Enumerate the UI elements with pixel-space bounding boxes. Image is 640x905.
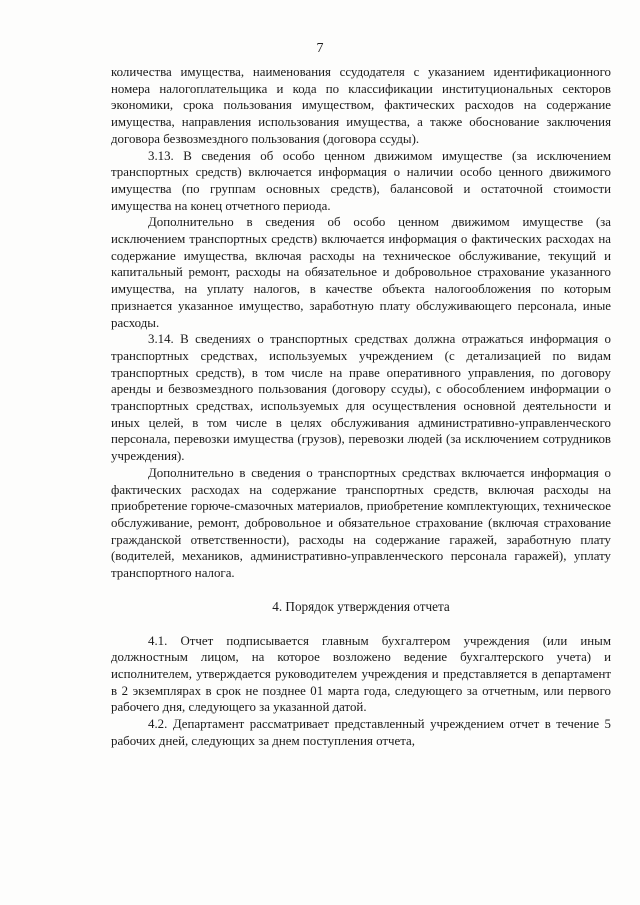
paragraph-3-13-additional: Дополнительно в сведения об особо ценном движимом имуществе (за исключением транспортных средств) включается информация о фактических расходах на содержание имущества, включая расходы на техническое обслуживание, текущий и капитальный ремонт, расходы на обязательное и добровольное страхование указанного имущества, на уплату налогов, в качестве объекта налогообложения по которым признается указанное имущество, заработную плату обслуживающего персонала, иные расходы. — [111, 215, 611, 330]
paragraph-3-14-additional: Дополнительно в сведения о транспортных средствах включается информация о фактических расходах на содержание транспортных средств, включая расходы на приобретение горюче-смазочных материалов, приобретение комплектующих, техническое обслуживание, ремонт, добровольное и обязательное страхование (включая страхование гражданской ответственности), расходы на содержание гаражей, заработную плату (водителей, механиков, административно-управленческого персонала гаражей), уплату транспортного налога. — [111, 465, 611, 581]
page-number: 7 — [316, 41, 324, 56]
page-body — [111, 64, 611, 749]
paragraph-3-13: 3.13. В сведения об особо ценном движимом имуществе (за исключением транспортных средств) включается информация о наличии особо ценного движимого имущества (по группам основных средств), балансовой и остаточной стоимости имущества на конец отчетного периода. — [111, 148, 611, 213]
paragraph-3-14: 3.14. В сведениях о транспортных средствах должна отражаться информация о транспортных средствах, используемых учреждением (с детализацией по видам транспортных средств), в том числе на праве оперативного управления, по договору аренды и безвозмездного пользования (договору ссуды), с обособлением информации о транспортных средствах, используемых для осуществления основной деятельности и иных целей, в том числе в целях обслуживания административно-управленческого персонала, перевозки имущества (грузов), перевозки людей (за исключением сотрудников учреждения). — [111, 332, 611, 464]
section-heading: 4. Порядок утверждения отчета — [272, 598, 450, 614]
paragraph-continuation: количества имущества, наименования ссудодателя с указанием идентификационного номера налогоплательщика и кода по классификации институциональных секторов экономики, срока пользования имуществом, фактических расходов на содержание имущества, направления использования имущества, а также обоснование заключения договора безвозмездного пользования (договора ссуды). — [111, 65, 611, 146]
paragraph-4-1: 4.1. Отчет подписывается главным бухгалтером учреждения (или иным должностным лицом, на которое возложено ведение бухгалтерского учета) и исполнителем, утверждается руководителем учреждения и представляется в департамент в 2 экземплярах в срок не позднее 01 марта года, следующего за отчетным, или первого рабочего дня, следующего за указанной датой. — [111, 633, 611, 715]
paragraph-4-2: 4.2. Департамент рассматривает представленный учреждением отчет в течение 5 рабочих дней, следующих за днем поступления отчета, — [111, 717, 611, 748]
